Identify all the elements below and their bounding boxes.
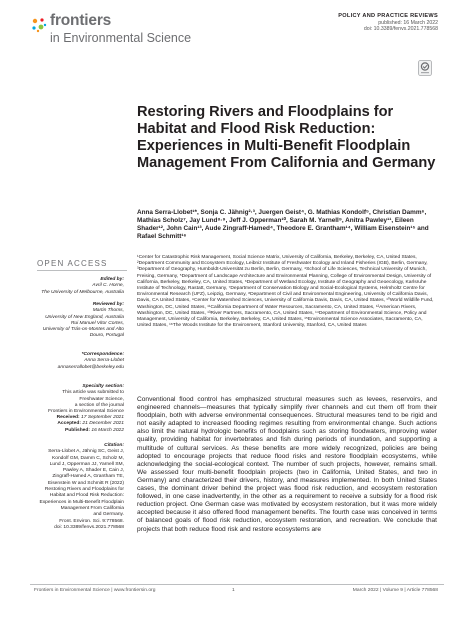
article-title: Restoring Rivers and Floodplains for Habitat and Flood Risk Reduction: Experiences in Multi-Benefit Floodplain Management From California and Germany: [137, 104, 436, 171]
article-meta-header: [338, 13, 438, 33]
received-label: Received:: [56, 415, 80, 420]
doi-link[interactable]: doi: 10.3389/fenvs.2021.778568: [363, 26, 438, 33]
accepted-date: 21 December 2021: [82, 421, 124, 427]
edited-by-block: [29, 277, 124, 296]
published-date-side: 16 March 2022: [91, 427, 124, 433]
footer-journal[interactable]: Frontiers in Environmental Science | www.frontiersin.org: [34, 588, 156, 593]
citation-text: Serra-Llobet A, Jähnig SC, Geist J, Kondolf GM, Damm C, Scholz M, Lund J, Opperman JJ, Yarnell SM, Pawley A, Shader E, Cain J, Zingraff-Hamed A, Grantham TE, Eisenstein W and Schmitt R (2022) Restoring Rivers and Floodplains for Habitat and Flood Risk Reduction: Experiences in Multi-Benefit Floodplain Management From California and Germany. Front. Environ. Sci. 9:778568. doi: 10.3389/fenvs.2021.778568: [39, 449, 124, 530]
citation-block: [29, 443, 124, 531]
published-date: published: 16 March 2022: [378, 19, 438, 26]
divider: [37, 270, 127, 271]
reviewed-by-label: Reviewed by:: [92, 302, 124, 307]
specialty-block: [29, 384, 124, 415]
received-date: 17 September 2021: [81, 415, 124, 420]
correspondence-contact[interactable]: Anna Serra-Llobet annaserrallobet@berkeley.edu: [57, 358, 124, 370]
logo-wordmark: frontiers: [50, 12, 112, 29]
published-label: Published:: [65, 427, 91, 433]
dates-block: [29, 415, 124, 434]
accepted-label: Accepted:: [57, 421, 82, 427]
footer-volume: March 2022 | Volume 9 | Article 778568: [352, 588, 438, 593]
check-for-updates-icon[interactable]: [418, 60, 432, 76]
open-access-label: OPEN ACCESS: [37, 259, 108, 268]
footer-divider: [30, 584, 444, 585]
frontiers-logo-icon: [30, 16, 48, 34]
correspondence-label: *Correspondence:: [81, 352, 124, 357]
reviewer-names: Martin Thoms, University of New England, Australia Rui Manuel Vitor Cortes, University of Trás-os-Montes and Alto Douro, Portugal: [42, 308, 124, 339]
specialty-label: Specialty section:: [82, 384, 124, 389]
author-list: Anna Serra-Llobet¹*, Sonja C. Jähnig²·³, Juergen Geist⁴, G. Mathias Kondolf⁵, Christian Damm⁶, Mathias Scholz⁷, Jay Lund⁸·⁹, Jeff J. Opperman¹⁰, Sarah M. Yarnell⁹, Anitra Pawley¹¹, Eileen Shader¹², John Cain¹³, Aude Zingraff-Hamed⁴, Theodore E. Grantham¹⁴, William Eisenstein¹⁵ and Rafael Schmitt¹⁶: [137, 209, 429, 241]
abstract: Conventional flood control has emphasized structural measures such as levees, reservoirs, and engineered channels—measures that typically simplify river channels and cut them off from their floodplain, both with adverse environmental consequences. Structural measures tend to be rigid and not easily adapted to increased flooding regimes resulting from environmental change. Such actions also limit the natural hydrologic benefits of floodplains such as storing floodwaters, improving water quality, providing habitat for invertebrates and fish during periods of inundation, and supporting a multitude of cultural services. As these benefits are more widely recognized, policies are being adopted to encourage projects that reduce flood risks and restore floodplain ecosystems, while acknowledging the social-ecological context. The number of such projects, however, remains small. We assessed four multi-benefit floodplain projects (two in California, United States, and two in Germany) and characterized their drivers, history, and measures implemented. In both United States cases, the dominant driver behind the project was flood risk reduction, and ecosystem restoration followed, in one case inadvertently, in the other as a requirement to receive a subsidy for a flood risk reduction project. One German case was motivated by ecosystem restoration, but it was more widely accepted because it also offered flood management benefits. The fourth case was conceived in terms of balanced goals of flood risk reduction, ecosystem restoration, and recreation. We conclude that projects that both reduce flood risk and restore ecosystems are: [137, 396, 437, 533]
affiliations: ¹Center for Catastrophic Risk Management, Social Science Matrix, University of California, Berkeley, Berkeley, CA, United States, ²Department Community and Ecosystem Ecology, Leibniz Institute of Freshwater Ecology and Inland Fisheries (IGB), Berlin, Germany, ³Department of Geography, Humboldt-Universität zu Berlin, Berlin, Germany, ⁴School of Life Sciences, Technical University of Munich, Freising, Germany, ⁵Department of Landscape Architecture and Environmental Planning, College of Environmental Design, University of California, Berkeley, Berkeley, CA, United States, ⁶Department of Wetland Ecology, Institute of Geography and Geoecology, Karlsruhe Institute of Technology, Rastatt, Germany, ⁷Department of Conservation Biology and Social-Ecological Systems, Helmholtz Centre for Environmental Research (UFZ), Leipzig, Germany, ⁸Department of Civil and Environmental Engineering, University of California Davis, Davis, CA United States, ⁹Center for Watershed Sciences, University of California Davis, Davis, CA, United States, ¹⁰World Wildlife Fund, Washington, DC, United States, ¹¹California Department of Water Resources, Sacramento, CA, United States, ¹²American Rivers, Washington, DC, United States, ¹³River Partners, Sacramento, CA, United States, ¹⁴Department of Environmental Science, Policy and Management, University of California, Berkeley, Berkeley, CA, United States, ¹⁵Environmental Science Associates, Sacramento, CA, United States, ¹⁶The Woods Institute for the Environment, Stanford University, Stanford, CA, United States: [137, 255, 434, 329]
reviewed-by-block: [29, 302, 124, 340]
logo-journal-name: in Environmental Science: [50, 31, 192, 45]
editor-name: Avril C. Horne, The University of Melbourne, Australia: [41, 283, 124, 295]
specialty-text: This article was submitted to Freshwater Science, a section of the journal Frontiers in Environmental Science: [48, 390, 124, 415]
article-type: POLICY AND PRACTICE REVIEWS: [338, 13, 438, 19]
edited-by-label: Edited by:: [100, 277, 124, 282]
correspondence-block: [29, 352, 124, 371]
page-number: 1: [232, 588, 235, 593]
citation-label: Citation:: [104, 443, 124, 448]
